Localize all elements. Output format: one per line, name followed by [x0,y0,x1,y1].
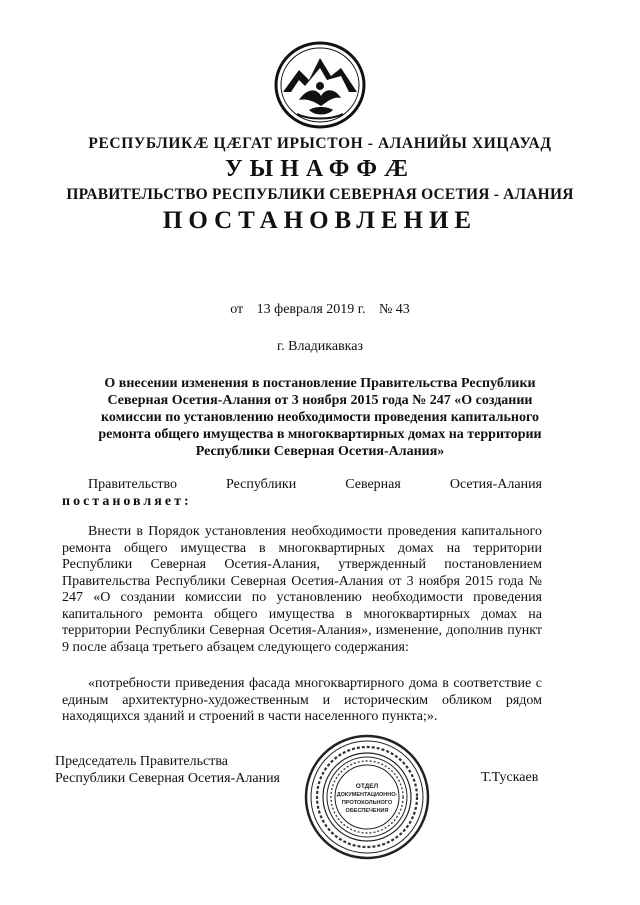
government-heading: ПРАВИТЕЛЬСТВО РЕСПУБЛИКИ СЕВЕРНАЯ ОСЕТИЯ - АЛАНИЯ [66,186,574,203]
stamp-text: ДОКУМЕНТАЦИОННО- [336,792,398,798]
decree-heading: ПОСТАНОВЛЕНИЕ [162,207,478,234]
decree-date: 13 февраля 2019 г. [256,302,366,317]
from-label: от [230,302,244,317]
city-label: г. Владикавказ [276,339,364,354]
stamp-text: ОБЕСПЕЧЕНИЯ [345,808,389,814]
resolves-label: постановляет: [62,493,192,509]
preamble-word: Правительство [88,477,177,492]
signatory-position [55,753,280,787]
preamble-word: Северная [345,477,401,492]
official-stamp [303,733,431,861]
signatory-name: Т.Тускаев [481,770,539,785]
body-paragraph-1 [62,524,542,656]
position-line: Республики Северная Осетия-Алания [55,771,280,786]
ossetian-title: УЫНАФФÆ [225,156,415,182]
stamp-text: ОТДЕЛ [355,783,379,790]
preamble-word: Осетия-Алания [449,477,542,492]
body-paragraph-2 [62,676,542,726]
preamble [62,477,542,510]
document-title: О внесении изменения в постановление Правительства Республики Северная Осетия-Алания от 3 ноября 2015 года № 247 «О создании комиссии по установлению необходимости проведения капитального ремонта общего имущества в многоквартирных домах на территории Республики Северная Осетия-Алания» [98,376,542,459]
paragraph-text: «потребности приведения фасада многоквартирного дома в соответствие с единым архитектурно-художественным и историческим обликом рядом находящихся зданий и строений в части населенного пункта;». [62,676,542,724]
date-line [0,302,640,318]
position-line: Председатель Правительства [55,754,228,769]
decree-number: № 43 [378,302,410,317]
coat-of-arms-emblem [269,40,371,130]
republic-ossetian-heading: РЕСПУБЛИКÆ ЦÆГАТ ИРЫСТОН - АЛАНИЙЫ ХИЦАУАД [88,135,552,152]
preamble-word: Республики [225,477,297,492]
stamp-text: ПРОТОКОЛЬНОГО [341,800,393,806]
paragraph-text: Внести в Порядок установления необходимости проведения капитального ремонта общего имущества в многоквартирных домах на территории Республики Северная Осетия-Алания, утвержденный постановлением Правительства Республики Северная Осетия-Алания от 3 ноября 2015 года № 247 «О создании комиссии по установлению необходимости проведения капитального ремонта общего имущества в многоквартирных домах на территории Республики Северная Осетия-Алания», изменение, дополнив пункт 9 после абзаца третьего абзацем следующего содержания: [62,524,542,655]
